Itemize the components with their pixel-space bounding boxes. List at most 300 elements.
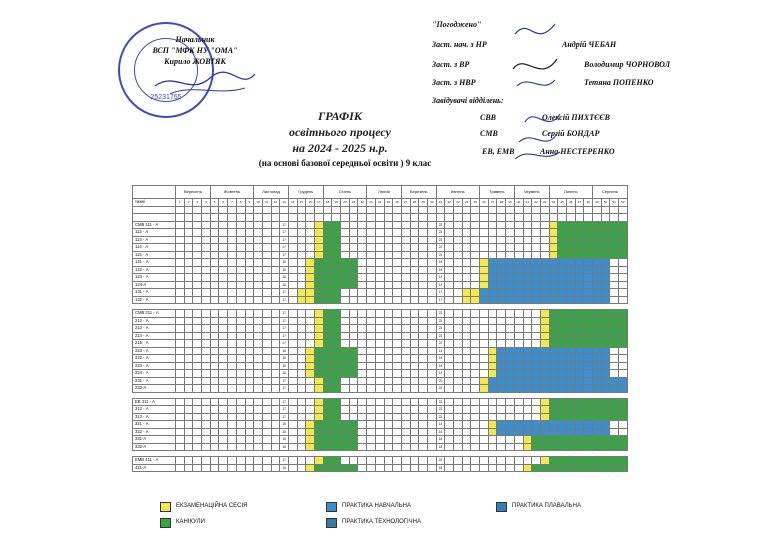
schedule-cell [532,428,541,436]
schedule-cell [419,362,428,370]
schedule-cell [245,406,254,414]
schedule-cell [384,289,393,297]
schedule-cell [558,362,567,370]
schedule-cell [523,464,532,472]
schedule-cell [619,296,628,304]
schedule-cell [427,398,436,406]
schedule-cell [271,443,280,451]
schedule-cell [236,251,245,259]
schedule-cell [488,340,497,348]
schedule-cell [532,244,541,252]
schedule-cell: 16 [280,428,289,436]
schedule-cell [575,428,584,436]
schedule-cell [210,251,219,259]
schedule-cell [202,347,211,355]
schedule-cell [367,296,376,304]
schedule-cell [384,296,393,304]
schedule-cell [315,251,324,259]
schedule-cell [393,229,402,237]
schedule-cell [480,289,489,297]
schedule-cell [514,310,523,318]
schedule-cell [393,413,402,421]
schedule-cell [401,428,410,436]
date-cell [184,214,193,222]
schedule-cell [601,236,610,244]
schedule-cell [427,332,436,340]
schedule-cell [245,362,254,370]
schedule-cell [245,457,254,465]
date-cell [367,214,376,222]
schedule-cell [593,398,602,406]
group-name: 113 - А [133,236,176,244]
schedule-cell [271,406,280,414]
schedule-cell [488,317,497,325]
schedule-cell [306,406,315,414]
schedule-cell [610,296,619,304]
schedule-cell [514,443,523,451]
schedule-cell [193,332,202,340]
schedule-cell [176,347,185,355]
schedule-cell [367,251,376,259]
schedule-cell [236,289,245,297]
week-number: 46 [566,199,575,207]
schedule-cell [384,428,393,436]
date-cell [514,214,523,222]
schedule-cell [610,310,619,318]
schedule-cell [228,332,237,340]
schedule-cell [454,296,463,304]
schedule-cell [445,457,454,465]
schedule-cell [575,325,584,333]
schedule-cell [480,236,489,244]
date-cell [445,214,454,222]
schedule-cell [349,362,358,370]
schedule-cell [219,457,228,465]
date-cell [523,214,532,222]
group-name: 223 - А [133,362,176,370]
schedule-cell [384,406,393,414]
schedule-cell [384,347,393,355]
schedule-cell [454,251,463,259]
schedule-cell [575,310,584,318]
schedule-cell [271,236,280,244]
date-cell [593,214,602,222]
schedule-cell [184,296,193,304]
schedule-cell [349,310,358,318]
schedule-cell [202,385,211,393]
schedule-cell [462,229,471,237]
schedule-cell [323,332,332,340]
schedule-cell [393,377,402,385]
schedule-cell [245,259,254,267]
week-number: 34 [462,199,471,207]
date-cell [610,214,619,222]
schedule-cell [184,310,193,318]
schedule-cell [367,221,376,229]
schedule-cell [584,347,593,355]
schedule-cell [410,325,419,333]
schedule-cell [245,428,254,436]
schedule-cell [566,436,575,444]
schedule-cell [558,377,567,385]
schedule-cell [575,398,584,406]
schedule-cell [401,421,410,429]
schedule-cell [254,347,263,355]
schedule-cell [419,406,428,414]
schedule-cell [262,289,271,297]
schedule-cell [523,325,532,333]
group-name: 313 - А [133,413,176,421]
schedule-cell [262,398,271,406]
date-cell [193,214,202,222]
schedule-cell [480,310,489,318]
schedule-cell [375,274,384,282]
schedule-cell [341,274,350,282]
group-name: 223 - А [133,347,176,355]
schedule-cell [558,274,567,282]
schedule-cell [480,325,489,333]
schedule-cell [315,325,324,333]
schedule-cell [219,317,228,325]
schedule-cell [184,347,193,355]
schedule-cell [176,370,185,378]
schedule-cell [176,443,185,451]
schedule-cell [497,398,506,406]
schedule-cell [228,259,237,267]
schedule-cell [306,457,315,465]
schedule-cell [566,443,575,451]
schedule-cell [480,229,489,237]
date-cell [454,214,463,222]
schedule-cell [358,362,367,370]
schedule-cell [593,289,602,297]
schedule-cell [593,457,602,465]
schedule-cell [401,362,410,370]
week-number: 3 [193,199,202,207]
approval-head-title: Начальник [175,35,215,44]
schedule-cell [523,296,532,304]
corner-cell [133,186,176,199]
schedule-cell [184,457,193,465]
schedule-cell [202,332,211,340]
schedule-cell [297,289,306,297]
schedule-cell [375,310,384,318]
schedule-cell [210,296,219,304]
schedule-cell [488,362,497,370]
schedule-cell [488,244,497,252]
schedule-cell [288,398,297,406]
schedule-cell [497,266,506,274]
schedule-cell [315,229,324,237]
schedule-cell [210,385,219,393]
schedule-cell [549,385,558,393]
schedule-cell [427,428,436,436]
schedule-cell [228,362,237,370]
schedule-cell: 18 [436,443,445,451]
schedule-cell [254,340,263,348]
schedule-cell [427,236,436,244]
schedule-cell [419,428,428,436]
schedule-cell [393,370,402,378]
approval-institution: ВСП "МФК НУ "ОМА" [152,46,238,55]
schedule-cell [323,398,332,406]
schedule-cell [323,259,332,267]
schedule-cell [427,340,436,348]
schedule-cell [488,385,497,393]
schedule-cell [341,251,350,259]
schedule-cell [254,413,263,421]
schedule-cell [245,340,254,348]
schedule-cell [306,385,315,393]
schedule-cell: 14 [436,362,445,370]
schedule-cell [297,443,306,451]
schedule-cell [619,362,628,370]
schedule-cell [315,296,324,304]
schedule-cell [401,443,410,451]
schedule-cell [184,398,193,406]
schedule-cell [558,385,567,393]
schedule-cell [254,377,263,385]
schedule-cell [584,244,593,252]
schedule-cell [297,296,306,304]
schedule-cell [297,421,306,429]
schedule-cell [184,340,193,348]
schedule-cell [601,325,610,333]
group-name: 232-А [133,385,176,393]
schedule-cell [254,259,263,267]
schedule-cell [262,310,271,318]
schedule-cell [332,325,341,333]
group-name: 321 - А [133,421,176,429]
schedule-cell [462,464,471,472]
schedule-cell [401,325,410,333]
schedule-cell [454,229,463,237]
schedule-cell [427,355,436,363]
schedule-cell [315,362,324,370]
schedule-cell [471,398,480,406]
schedule-cell [176,428,185,436]
schedule-cell [306,325,315,333]
schedule-cell [262,259,271,267]
schedule-cell [601,355,610,363]
schedule-cell [462,251,471,259]
schedule-cell [523,310,532,318]
schedule-cell [297,347,306,355]
schedule-cell [410,370,419,378]
schedule-cell [367,281,376,289]
week-number: 41 [523,199,532,207]
schedule-cell [401,317,410,325]
schedule-cell [462,259,471,267]
schedule-cell [619,413,628,421]
schedule-cell [254,443,263,451]
schedule-cell [471,229,480,237]
schedule-cell [532,413,541,421]
schedule-cell [236,281,245,289]
week-number: 1 [176,199,185,207]
schedule-cell [401,398,410,406]
schedule-cell [575,413,584,421]
schedule-cell [375,398,384,406]
schedule-cell [514,464,523,472]
group-name: 122 - А [133,266,176,274]
schedule-cell [610,428,619,436]
schedule-cell [566,310,575,318]
schedule-cell [523,266,532,274]
schedule-cell [306,281,315,289]
schedule-cell [228,377,237,385]
schedule-cell [454,332,463,340]
schedule-cell [488,281,497,289]
schedule-cell [193,370,202,378]
schedule-cell [288,244,297,252]
schedule-cell [358,244,367,252]
schedule-cell [506,362,515,370]
date-cell [427,206,436,214]
schedule-cell [254,251,263,259]
schedule-cell [401,355,410,363]
schedule-cell [575,443,584,451]
schedule-cell [506,457,515,465]
schedule-cell [445,377,454,385]
schedule-cell [254,464,263,472]
date-cell [488,214,497,222]
schedule-cell [367,259,376,267]
schedule-cell [471,443,480,451]
schedule-cell [176,457,185,465]
schedule-cell: 14 [436,355,445,363]
schedule-cell [523,421,532,429]
schedule-cell [445,464,454,472]
schedule-cell [523,457,532,465]
schedule-cell [210,236,219,244]
schedule-cell [323,310,332,318]
schedule-cell [540,332,549,340]
schedule-cell [306,259,315,267]
schedule-cell [514,370,523,378]
schedule-cell [610,464,619,472]
schedule-cell [271,377,280,385]
schedule-cell [323,406,332,414]
month-header: Червень [514,186,549,199]
week-number: 44 [549,199,558,207]
schedule-cell [297,266,306,274]
schedule-cell [619,385,628,393]
month-header: Квітень [436,186,479,199]
schedule-cell [593,464,602,472]
schedule-cell [601,413,610,421]
schedule-cell [549,355,558,363]
schedule-cell [332,406,341,414]
schedule-cell [271,259,280,267]
schedule-cell [549,406,558,414]
schedule-cell [228,340,237,348]
schedule-cell [575,274,584,282]
schedule-cell [488,377,497,385]
schedule-cell: 16 [280,443,289,451]
schedule-cell [480,332,489,340]
schedule-cell [540,347,549,355]
schedule-cell [367,347,376,355]
schedule-cell [349,251,358,259]
schedule-cell [506,281,515,289]
schedule-cell [375,229,384,237]
schedule-cell [202,259,211,267]
schedule-cell [488,428,497,436]
schedule-cell [497,428,506,436]
schedule-cell [375,413,384,421]
schedule-cell [523,229,532,237]
schedule-cell: 17 [436,289,445,297]
schedule-cell [384,244,393,252]
schedule-cell [566,370,575,378]
schedule-cell [297,428,306,436]
schedule-cell [358,317,367,325]
schedule-cell [349,436,358,444]
schedule-cell [427,266,436,274]
schedule-cell [323,325,332,333]
schedule-cell [575,244,584,252]
schedule-cell: 22 [436,221,445,229]
schedule-cell [471,266,480,274]
schedule-cell [540,355,549,363]
schedule-cell [419,251,428,259]
schedule-cell [375,332,384,340]
schedule-cell [323,266,332,274]
schedule-cell [271,251,280,259]
schedule-cell [254,229,263,237]
schedule-cell [228,436,237,444]
schedule-cell [419,266,428,274]
schedule-cell [323,355,332,363]
schedule-cell [558,317,567,325]
schedule-cell [471,259,480,267]
schedule-cell [410,259,419,267]
schedule-cell [202,355,211,363]
schedule-cell [549,251,558,259]
month-header: Липень [549,186,592,199]
schedule-cell [367,332,376,340]
schedule-cell [323,377,332,385]
week-number: 16 [306,199,315,207]
agreement-heading: "Погоджено" [432,20,482,29]
schedule-cell [332,355,341,363]
schedule-cell [367,406,376,414]
schedule-cell [184,289,193,297]
schedule-cell [349,421,358,429]
schedule-cell [584,457,593,465]
schedule-cell [254,428,263,436]
schedule-cell [236,398,245,406]
schedule-cell [471,436,480,444]
schedule-cell [245,221,254,229]
schedule-cell [558,310,567,318]
schedule-cell [297,464,306,472]
schedule-cell [297,332,306,340]
schedule-cell [349,244,358,252]
schedule-cell [315,406,324,414]
schedule-cell [610,398,619,406]
schedule-cell [184,362,193,370]
schedule-cell [454,355,463,363]
group-name: СМВ 111 - А [133,221,176,229]
schedule-cell [506,317,515,325]
schedule-cell [219,370,228,378]
group-name: 114 - А [133,244,176,252]
schedule-cell [566,274,575,282]
schedule-cell [566,464,575,472]
schedule-cell [358,332,367,340]
